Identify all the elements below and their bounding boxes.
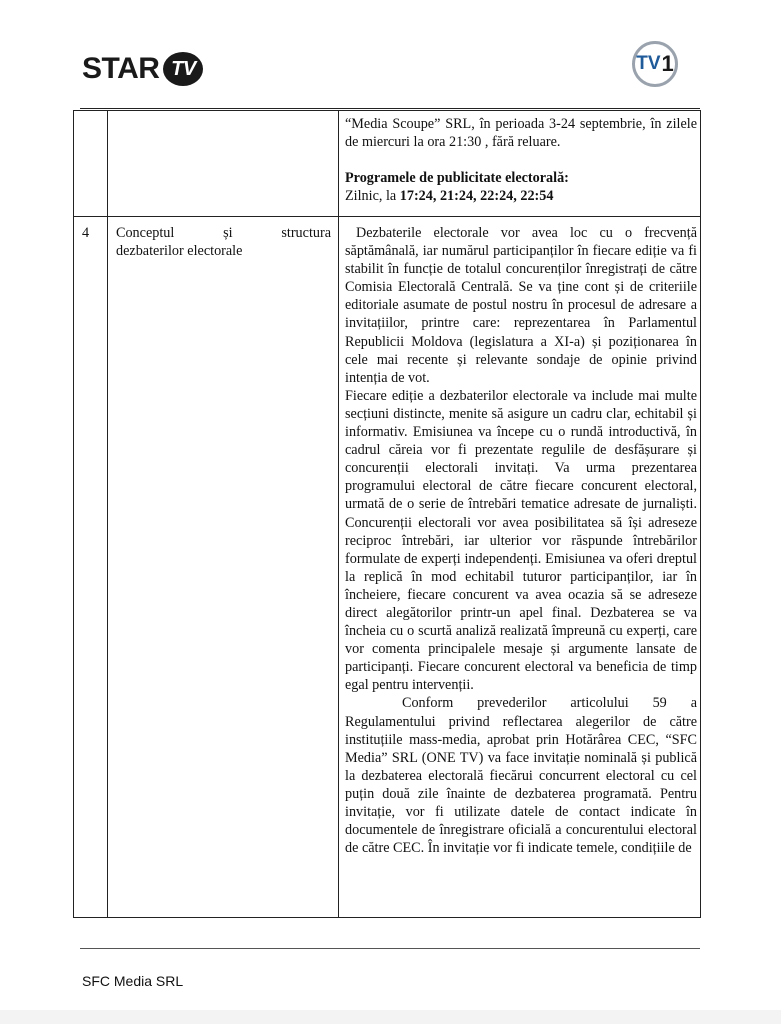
tv1-logo-number: 1 <box>661 51 674 76</box>
row4-label-line2: dezbaterilor electorale <box>116 243 243 260</box>
star-logo-text: STAR <box>82 52 160 85</box>
row4-paragraph-3: Conform prevederilor articolului 59 a Regulamentului privind reflectarea alegerilor de către instituțiile mass-media, aprobat prin Hotărârea CEC, “SFC Media” SRL (ONE TV) va face invitație nominală și publică la dezbaterea electorală fiecărui concurrent electoral cu cel puțin două zile înainte de dezbaterea programată. Pentru invitație, vor fi utilizate datele de contact indicate în documentele de înregistrare oficială a concurentului electoral de către CEC. În invitație vor fi indicate temele, condițiile de <box>345 695 697 857</box>
row-prev-times-prefix: Zilnic, la <box>345 188 400 205</box>
table-col-divider-1 <box>107 111 108 917</box>
tv-badge-logo: TV <box>163 52 203 86</box>
row4-label-word3: structura <box>281 225 331 241</box>
row4-paragraph-1: Dezbaterile electorale vor avea loc cu o frecvență săptămânală, iar numărul participanților în fiecare ediție va fi stabilit în funcție de totalul concurenților înregistrați de către Comisia Electorală Centrală. Se va ține cont și de criteriile editoriale asumate de postul nostru în procesul de adresare a invitațiilor, printre care: reprezentarea în Parlamentul Republicii Moldova (legislatura a XI-a) și poziționarea în cele mai recente și relevante sondaje de opinie privind intenția de vot. <box>345 225 697 386</box>
table-row-prev-content <box>345 115 697 205</box>
row-prev-heading: Programele de publicitate electorală: <box>345 170 569 187</box>
star-tv-logo <box>82 52 203 86</box>
footer-company: SFC Media SRL <box>82 973 184 989</box>
row4-label <box>116 224 331 260</box>
header-divider <box>80 108 700 109</box>
tv1-logo-text: TV <box>636 53 661 74</box>
row4-number: 4 <box>82 225 90 241</box>
tv1-logo <box>632 41 678 87</box>
row4-content <box>345 224 697 857</box>
page-edge <box>0 1010 781 1024</box>
row4-label-word1: Conceptul <box>116 225 175 241</box>
row4-paragraph-2: Fiecare ediție a dezbaterilor electorale va include mai multe secțiuni distincte, menite să asigure un cadru clar, echitabil și informativ. Emisiunea va începe cu o rundă introductivă, în cadrul căreia vor fi prezentate regulile de desfășurare și concurenții electorali invitați. Va urma prezentarea programului electoral de către fiecare concurent electoral, urmată de o serie de întrebări tematice adresate de jurnaliști. Concurenții electorali vor avea posibilitatea să își adreseze reciproc întrebări, iar ulterior vor răspunde întrebărilor formulate de experți independenți. Emisiunea va oferi dreptul la replică în mod echitabil tuturor participanților, iar în încheiere, fiecare concurent va avea ocazia să se adreseze direct alegătorilor printr-un apel final. Dezbaterea se va încheia cu o scurtă analiză realizată împreună cu experți, care vor comenta principalele mesaje și argumente lansate de participanți. Fiecare concurent electoral va beneficia de timp egal pentru intervenții. <box>345 387 697 694</box>
footer-divider <box>80 948 700 949</box>
row-prev-times: 17:24, 21:24, 22:24, 22:54 <box>399 188 554 205</box>
document-table <box>73 110 701 918</box>
table-row-divider <box>74 216 700 217</box>
row-prev-text: “Media Scoupe” SRL, în perioada 3-24 septembrie, în zilele de miercuri la ora 21:30 , fără reluare. <box>345 116 697 151</box>
table-col-divider-2 <box>338 111 339 917</box>
row4-label-word2: și <box>223 225 233 241</box>
